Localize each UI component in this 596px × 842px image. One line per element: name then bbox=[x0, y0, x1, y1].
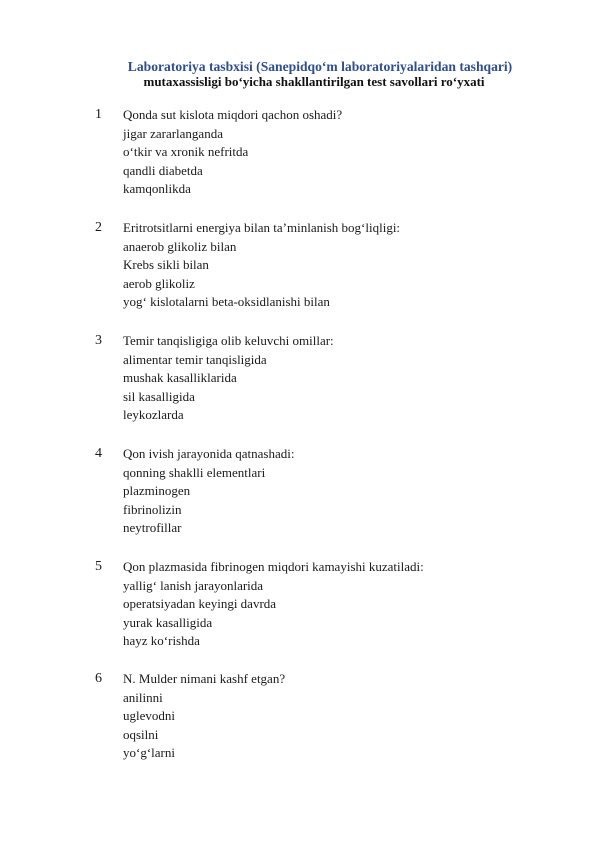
answer-option: qandli diabetda bbox=[123, 162, 203, 178]
answer-option: yallig‘ lanish jarayonlarida bbox=[123, 577, 264, 593]
page-subtitle: mutaxassisligi bo‘yicha shakllantirilgan test savollari ro‘yxati bbox=[143, 74, 485, 89]
answer-option: yo‘g‘larni bbox=[123, 745, 175, 761]
answer-option: yog‘ kislotalarni beta-oksidlanishi bilan bbox=[123, 294, 330, 310]
answer-option: jigar zararlanganda bbox=[123, 125, 223, 141]
answer-option: anaerob glikoliz bilan bbox=[123, 238, 237, 254]
answer-option: uglevodni bbox=[123, 708, 175, 724]
answer-option: yurak kasalligida bbox=[123, 614, 213, 630]
answer-option: sil kasalligida bbox=[123, 388, 195, 404]
answer-option: oqsilni bbox=[123, 726, 159, 742]
question-text: N. Mulder nimani kashf etgan? bbox=[123, 671, 286, 686]
question-number: 1 bbox=[95, 107, 102, 122]
answer-option: mushak kasalliklarida bbox=[123, 370, 237, 386]
question-text: Qonda sut kislota miqdori qachon oshadi? bbox=[123, 107, 343, 122]
answer-option: qonning shaklli elementlari bbox=[123, 464, 266, 480]
question-number: 2 bbox=[95, 220, 102, 235]
answer-option: hayz ko‘rishda bbox=[123, 633, 200, 649]
answer-option: fibrinolizin bbox=[123, 501, 182, 517]
answer-option: aerob glikoliz bbox=[123, 275, 195, 291]
answer-option: anilinni bbox=[123, 689, 163, 705]
question-number: 3 bbox=[95, 333, 102, 348]
question-number: 4 bbox=[95, 446, 102, 461]
question-number: 5 bbox=[95, 559, 102, 574]
answer-option: Krebs sikli bilan bbox=[123, 257, 209, 273]
question-text: Temir tanqisligiga olib keluvchi omillar: bbox=[123, 333, 334, 348]
answer-option: operatsiyadan keyingi davrda bbox=[123, 596, 277, 612]
answer-option: plazminogen bbox=[123, 483, 191, 499]
question-text: Qon plazmasida fibrinogen miqdori kamayishi kuzatiladi: bbox=[123, 559, 424, 574]
page-title: Laboratoriya tasbxisi (Sanepidqo‘m laboratoriyalaridan tashqari) bbox=[127, 59, 513, 74]
answer-option: o‘tkir va xronik nefritda bbox=[123, 144, 249, 160]
question-text: Qon ivish jarayonida qatnashadi: bbox=[123, 446, 295, 461]
question-text: Eritrotsitlarni energiya bilan ta’minlanish bog‘liqligi: bbox=[123, 220, 401, 235]
answer-option: neytrofillar bbox=[123, 520, 182, 536]
answer-option: leykozlarda bbox=[123, 407, 184, 423]
answer-option: kamqonlikda bbox=[123, 181, 191, 197]
answer-option: alimentar temir tanqisligida bbox=[123, 351, 267, 367]
question-number: 6 bbox=[95, 671, 102, 686]
